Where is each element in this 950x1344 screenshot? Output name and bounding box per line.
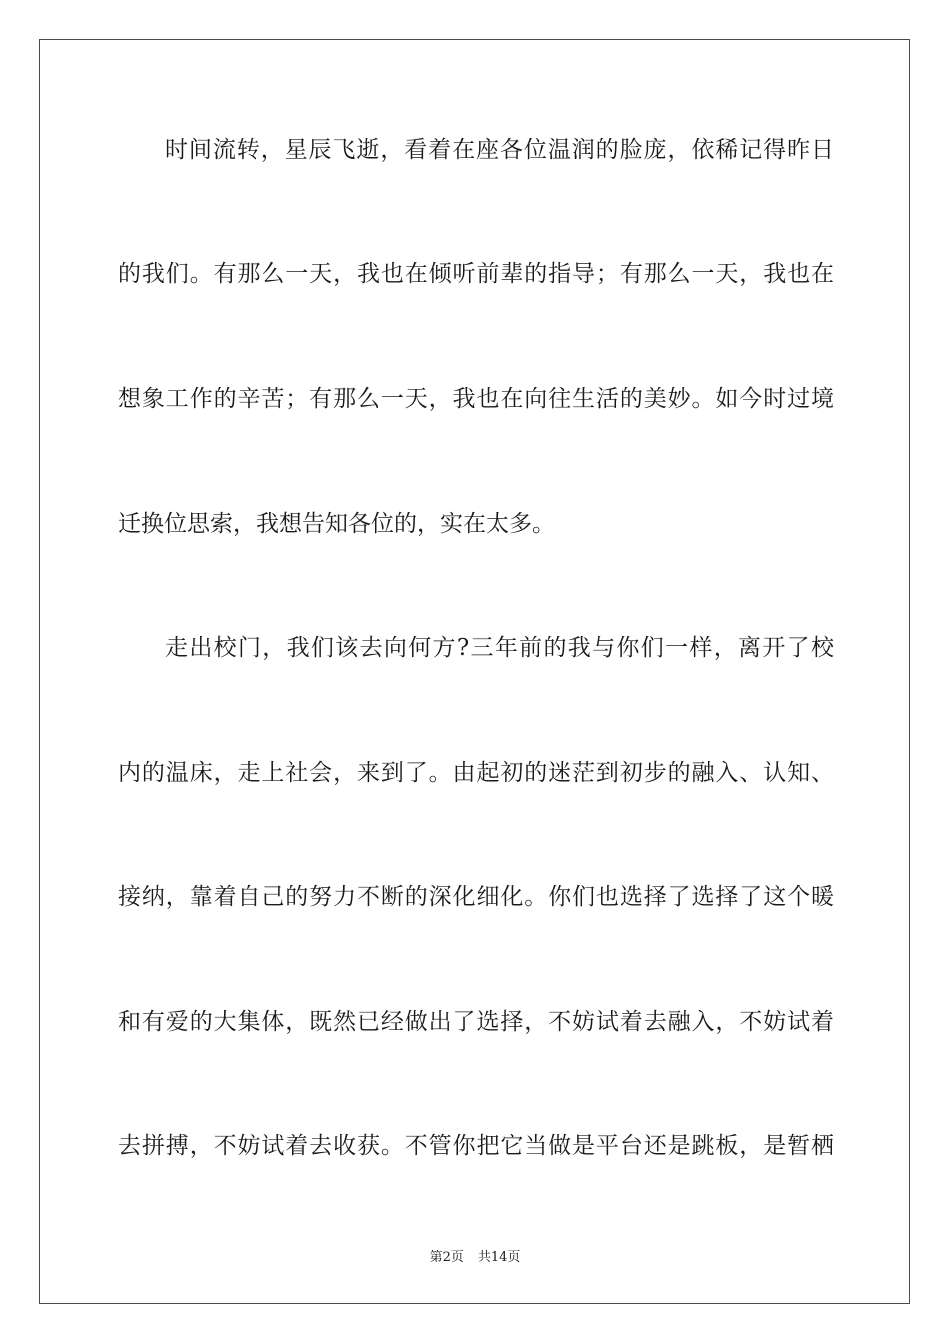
- paragraph-1-line-1: 时间流转，星辰飞逝，看着在座各位温润的脸庞，依稀记得昨日: [165, 137, 834, 163]
- paragraph-1-line-3: 想象工作的辛苦；有那么一天，我也在向往生活的美妙。如今时过境: [118, 386, 834, 412]
- paragraph-1-line-4: 迁换位思索，我想告知各位的，实在太多。: [118, 511, 555, 537]
- paragraph-2-line-3: 接纳，靠着自己的努力不断的深化细化。你们也选择了选择了这个暖: [118, 884, 834, 910]
- paragraph-2-line-4: 和有爱的大集体，既然已经做出了选择，不妨试着去融入，不妨试着: [118, 1009, 834, 1035]
- page-footer: [0, 1246, 950, 1265]
- paragraph-2-line-2: 内的温床，走上社会，来到了。由起初的迷茫到初步的融入、认知、: [118, 760, 834, 786]
- paragraph-2-line-5: 去拼搏，不妨试着去收获。不管你把它当做是平台还是跳板，是暂栖: [118, 1133, 834, 1159]
- paragraph-2-line-1: 走出校门，我们该去向何方?三年前的我与你们一样，离开了校: [165, 635, 834, 661]
- page-number-total: 共14页: [477, 1250, 521, 1265]
- page-border: [39, 39, 910, 1304]
- page-number-current: 第2页: [429, 1250, 464, 1265]
- paragraph-1-line-2: 的我们。有那么一天，我也在倾听前辈的指导；有那么一天，我也在: [118, 261, 834, 287]
